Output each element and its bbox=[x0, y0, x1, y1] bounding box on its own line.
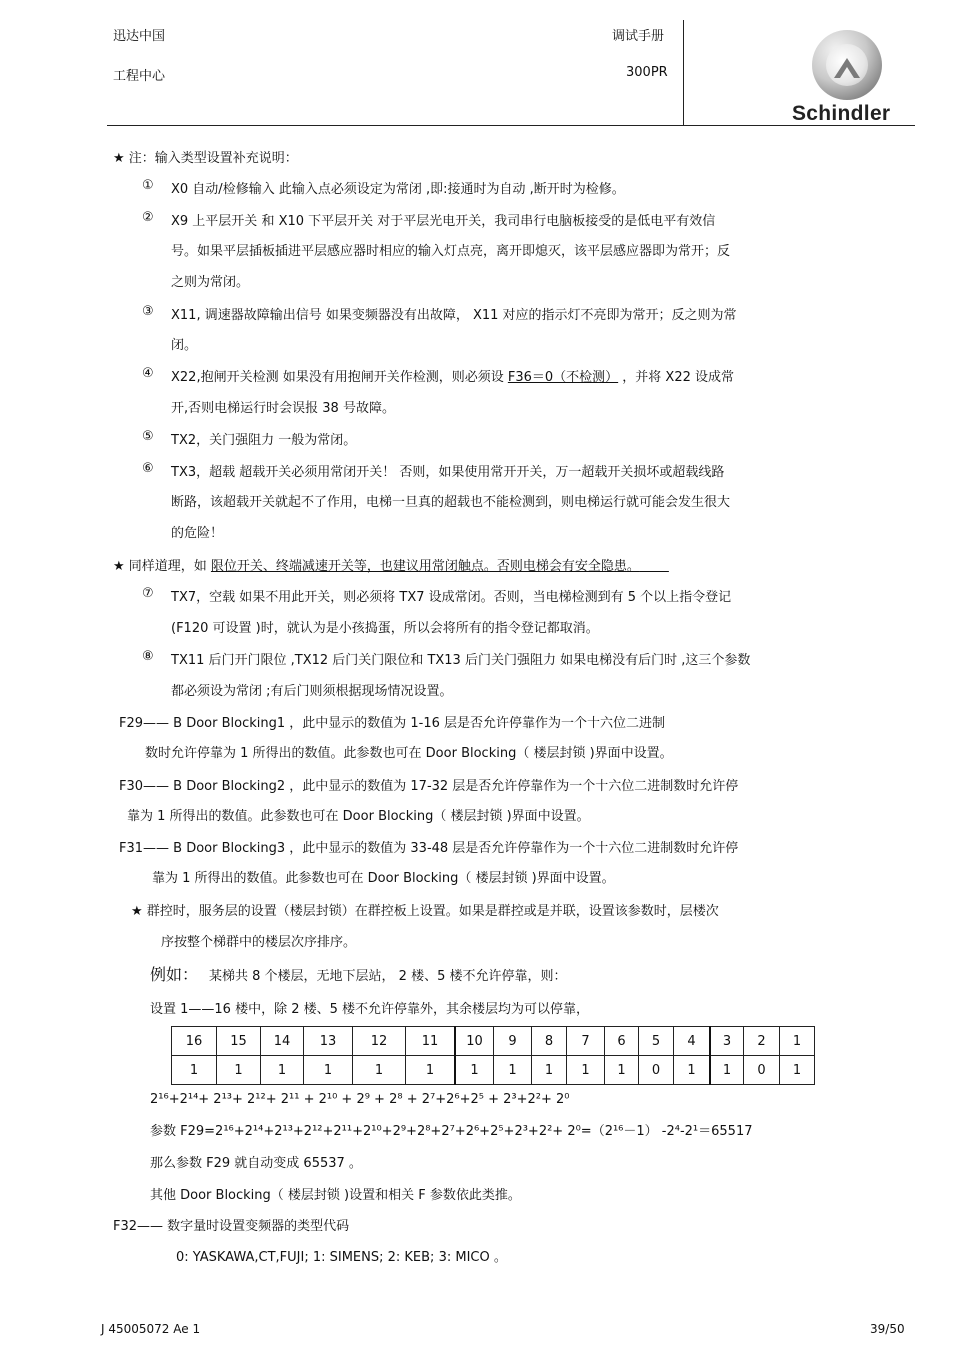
item-number: ③ bbox=[142, 304, 154, 319]
binary-sum-formula: 2¹⁶+2¹⁴+ 2¹³+ 2¹²+ 2¹¹ + 2¹⁰ + 2⁹ + 2⁸ + 2⁷+2⁶+2⁵ + 2³+2²+ 2⁰ bbox=[150, 1092, 570, 1107]
item-text: X9 上平层开关 和 X10 下平层开关 对于平层光电开关，我司串行电脑板接受的是低电平有效信 bbox=[171, 214, 716, 229]
table-cell: 4 bbox=[674, 1027, 711, 1056]
item-number: ② bbox=[142, 210, 154, 225]
model-number: 300PR bbox=[626, 65, 668, 80]
doc-number: J 45005072 Ae 1 bbox=[101, 1322, 201, 1336]
table-cell: 1 bbox=[780, 1056, 815, 1085]
table-cell: 10 bbox=[455, 1027, 494, 1056]
table-cell: 12 bbox=[353, 1027, 406, 1056]
table-cell: 16 bbox=[172, 1027, 217, 1056]
table-cell: 7 bbox=[567, 1027, 605, 1056]
param-f29: F29—— B Door Blocking1 ，此中显示的数值为 1-16 层是否允许停靠作为一个十六位二进制 bbox=[119, 716, 666, 731]
example-text: 某梯共 8 个楼层，无地下层站， 2 楼、5 楼不允许停靠，则： bbox=[209, 969, 567, 984]
table-cell: 1 bbox=[605, 1056, 639, 1085]
param-f31: 靠为 1 所得出的数值。此参数也可在 Door Blocking（ 楼层封锁 )界面中设置。 bbox=[152, 871, 615, 886]
table-cell: 1 bbox=[455, 1056, 494, 1085]
item-number: ⑥ bbox=[142, 461, 154, 476]
item-text: X11, 调速器故障输出信号 如果变频器没有出故障， X11 对应的指示灯不亮即为常开；反之则为常 bbox=[171, 308, 737, 323]
table-cell: 11 bbox=[406, 1027, 456, 1056]
table-cell: 6 bbox=[605, 1027, 639, 1056]
example-label: 例如： bbox=[150, 965, 199, 984]
item-text: 断路，该超载开关就起不了作用，电梯一旦真的超载也不能检测到，则电梯运行就可能会发生很大 bbox=[171, 495, 731, 510]
table-cell: 15 bbox=[217, 1027, 261, 1056]
item-text: 闭。 bbox=[171, 338, 198, 353]
doc-type: 调试手册 bbox=[612, 29, 665, 44]
department-name: 工程中心 bbox=[113, 69, 166, 84]
item-number: ① bbox=[142, 178, 154, 193]
item-text: TX2，关门强阻力 一般为常闭。 bbox=[171, 433, 357, 448]
item-text: TX3，超载 超载开关必须用常闭开关！ 否则，如果使用常开开关，万一超载开关损坏或超载线路 bbox=[171, 465, 725, 480]
table-cell: 14 bbox=[261, 1027, 304, 1056]
logo-text: Schindler bbox=[792, 102, 891, 125]
item-text: TX7，空载 如果不用此开关，则必须将 TX7 设成常闭。否则，当电梯检测到有 5 个以上指令登记 bbox=[171, 590, 732, 605]
table-cell: 3 bbox=[710, 1027, 744, 1056]
f29-calculation: 参数 F29=2¹⁶+2¹⁴+2¹³+2¹²+2¹¹+2¹⁰+2⁹+2⁸+2⁷+2⁶+2⁵+2³+2²+ 2⁰=（2¹⁶－1） -2⁴-2¹＝65517 bbox=[150, 1124, 753, 1139]
auto-change-note: 那么参数 F29 就自动变成 65537 。 bbox=[150, 1156, 362, 1171]
item-text: 之则为常闭。 bbox=[171, 275, 250, 290]
item-text: (F120 可设置 )时，就认为是小孩捣蛋，所以会将所有的指令登记都取消。 bbox=[171, 621, 599, 636]
item-text: X0 自动/检修输入 此输入点必须设定为常闭 ,即:接通时为自动 ,断开时为检修。 bbox=[171, 182, 625, 197]
item-text: TX11 后门开门限位 ,TX12 后门关门限位和 TX13 后门关门强阻力 如果电梯没有后门时 ,这三个参数 bbox=[171, 653, 751, 668]
param-f30: F30—— B Door Blocking2 ，此中显示的数值为 17-32 层是否允许停靠作为一个十六位二进制数时允许停 bbox=[119, 779, 739, 794]
logo-peak-icon bbox=[826, 44, 868, 86]
table-cell: 8 bbox=[532, 1027, 567, 1056]
group-control-note: 序按整个梯群中的楼层次序排序。 bbox=[161, 935, 357, 950]
table-cell: 1 bbox=[406, 1056, 456, 1085]
param-f32-values: 0: YASKAWA,CT,FUJI; 1: SIMENS; 2: KEB; 3: MICO 。 bbox=[176, 1250, 507, 1265]
table-cell: 1 bbox=[674, 1056, 711, 1085]
same-reason-note: ★ 同样道理，如 限位开关、终端减速开关等，也建议用常闭触点。否则电梯会有安全隐患。 bbox=[113, 559, 640, 574]
page-number: 39/50 bbox=[870, 1322, 905, 1336]
param-f30: 靠为 1 所得出的数值。此参数也可在 Door Blocking（ 楼层封锁 )界面中设置。 bbox=[127, 809, 590, 824]
item-text: X22,抱闸开关检测 如果没有用抱闸开关作检测，则必须设 F36＝0（不检测） ，并将 X22 设成常 bbox=[171, 370, 735, 385]
table-cell: 1 bbox=[353, 1056, 406, 1085]
table-cell: 2 bbox=[744, 1027, 780, 1056]
item-text: 开,否则电梯运行时会误报 38 号故障。 bbox=[171, 401, 395, 416]
item-text: 号。如果平层插板插进平层感应器时相应的输入灯点亮，离开即熄灭，该平层感应器即为常开；反 bbox=[171, 244, 731, 259]
note-title: ★ 注：输入类型设置补充说明： bbox=[113, 151, 298, 166]
table-cell: 0 bbox=[744, 1056, 780, 1085]
setting-line: 设置 1——16 楼中，除 2 楼、5 楼不允许停靠外，其余楼层均为可以停靠， bbox=[150, 1002, 590, 1017]
group-control-note: ★ 群控时，服务层的设置（楼层封锁）在群控板上设置。如果是群控或是并联，设置该参数时，层楼次 bbox=[131, 904, 719, 919]
table-cell: 1 bbox=[261, 1056, 304, 1085]
company-name: 迅达中国 bbox=[113, 29, 166, 44]
table-cell: 5 bbox=[639, 1027, 674, 1056]
table-cell: 0 bbox=[639, 1056, 674, 1085]
item-text: 都必须设为常闭 ;有后门则须根据现场情况设置。 bbox=[171, 684, 453, 699]
param-f32-title: F32—— 数字量时设置变频器的类型代码 bbox=[113, 1219, 350, 1234]
table-cell: 13 bbox=[304, 1027, 353, 1056]
table-cell: 9 bbox=[494, 1027, 532, 1056]
param-f31: F31—— B Door Blocking3 ，此中显示的数值为 33-48 层是否允许停靠作为一个十六位二进制数时允许停 bbox=[119, 841, 739, 856]
item-number: ⑧ bbox=[142, 649, 154, 664]
table-cell: 1 bbox=[494, 1056, 532, 1085]
table-cell: 1 bbox=[532, 1056, 567, 1085]
table-cell: 1 bbox=[172, 1056, 217, 1085]
table-cell: 1 bbox=[567, 1056, 605, 1085]
table-cell: 1 bbox=[304, 1056, 353, 1085]
table-cell: 1 bbox=[780, 1027, 815, 1056]
underlined-setting: F36＝0（不检测） bbox=[507, 370, 619, 385]
item-number: ④ bbox=[142, 366, 154, 381]
header-divider-vertical bbox=[683, 20, 684, 126]
table-cell: 1 bbox=[710, 1056, 744, 1085]
table-row bbox=[172, 1027, 815, 1056]
param-f29: 数时允许停靠为 1 所得出的数值。此参数也可在 Door Blocking（ 楼层封锁 )界面中设置。 bbox=[145, 746, 673, 761]
item-text: 的危险！ bbox=[171, 526, 224, 541]
others-note: 其他 Door Blocking（ 楼层封锁 )设置和相关 F 参数依此类推。 bbox=[150, 1188, 521, 1203]
item-number: ⑤ bbox=[142, 429, 154, 444]
item-number: ⑦ bbox=[142, 586, 154, 601]
table-row bbox=[172, 1056, 815, 1085]
table-cell: 1 bbox=[217, 1056, 261, 1085]
floor-bit-table bbox=[171, 1026, 815, 1085]
